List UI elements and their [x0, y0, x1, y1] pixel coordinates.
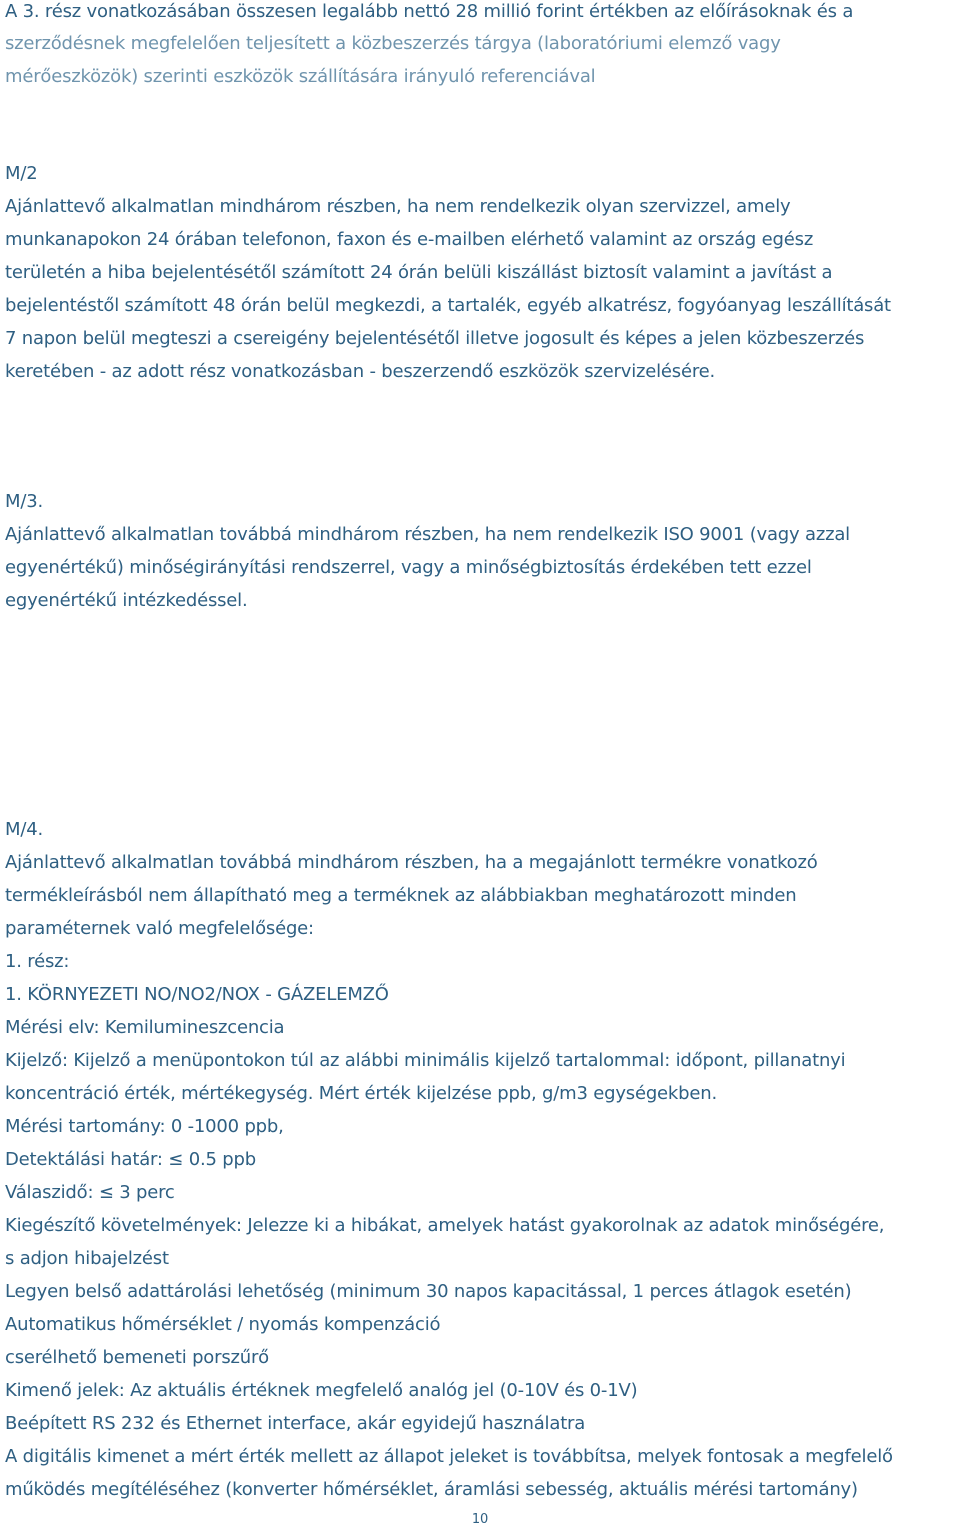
m4-line-9: Mérési tartomány: 0 -1000 ppb, — [5, 1116, 284, 1137]
m4-line-7: Kijelző: Kijelző a menüpontokon túl az alábbi minimális kijelző tartalommal: időpont, pillanatnyi — [5, 1050, 846, 1071]
m4-line-5: 1. KÖRNYEZETI NO/NO2/NOX - GÁZELEMZŐ — [5, 984, 389, 1005]
page-number: 10 — [471, 1512, 489, 1527]
m2-line-4: bejelentéstől számított 48 órán belül megkezdi, a tartalék, egyéb alkatrész, fogyóanyag leszállítását — [5, 295, 891, 316]
m2-line-3: területén a hiba bejelentésétől számított 24 órán belüli kiszállást biztosít valamint a javítást a — [5, 262, 833, 283]
m4-line-17: Kimenő jelek: Az aktuális értéknek megfelelő analóg jel (0-10V és 0-1V) — [5, 1380, 638, 1401]
m4-line-16: cserélhető bemeneti porszűrő — [5, 1347, 269, 1368]
m4-line-2: termékleírásból nem állapítható meg a terméknek az alábbiakban meghatározott minden — [5, 885, 797, 906]
m4-line-12: Kiegészítő követelmények: Jelezze ki a hibákat, amelyek hatást gyakorolnak az adatok minőségére, — [5, 1215, 885, 1236]
m3-line-1: Ajánlattevő alkalmatlan továbbá mindhárom részben, ha nem rendelkezik ISO 9001 (vagy azzal — [5, 524, 850, 545]
m3-line-2: egyenértékű) minőségirányítási rendszerrel, vagy a minőségbiztosítás érdekében tett ezzel — [5, 557, 812, 578]
m4-line-6: Mérési elv: Kemilumineszcencia — [5, 1017, 285, 1038]
m4-line-15: Automatikus hőmérséklet / nyomás kompenzáció — [5, 1314, 441, 1335]
m4-line-10: Detektálási határ: ≤ 0.5 ppb — [5, 1149, 256, 1170]
m4-heading: M/4. — [5, 819, 43, 840]
intro-line-3: mérőeszközök) szerinti eszközök szállítására irányuló referenciával — [5, 66, 596, 87]
m4-line-18: Beépített RS 232 és Ethernet interface, akár egyidejű használatra — [5, 1413, 586, 1434]
intro-line-2: szerződésnek megfelelően teljesített a közbeszerzés tárgya (laboratóriumi elemző vagy — [5, 33, 781, 54]
m4-line-14: Legyen belső adattárolási lehetőség (minimum 30 napos kapacitással, 1 perces átlagok esetén) — [5, 1281, 852, 1302]
m4-line-4: 1. rész: — [5, 951, 70, 972]
m3-heading: M/3. — [5, 491, 43, 512]
m2-line-5: 7 napon belül megteszi a csereigény bejelentésétől illetve jogosult és képes a jelen közbeszerzés — [5, 328, 865, 349]
m2-line-2: munkanapokon 24 órában telefonon, faxon és e-mailben elérhető valamint az ország egész — [5, 229, 814, 250]
m2-heading: M/2 — [5, 163, 38, 184]
m4-line-1: Ajánlattevő alkalmatlan továbbá mindhárom részben, ha a megajánlott termékre vonatkozó — [5, 852, 818, 873]
m4-line-8: koncentráció érték, mértékegység. Mért érték kijelzése ppb, g/m3 egységekben. — [5, 1083, 717, 1104]
m4-line-11: Válaszidő: ≤ 3 perc — [5, 1182, 175, 1203]
intro-line-1: A 3. rész vonatkozásában összesen legalább nettó 28 millió forint értékben az előírásoknak és a — [5, 1, 854, 22]
m2-line-1: Ajánlattevő alkalmatlan mindhárom részben, ha nem rendelkezik olyan szervizzel, amely — [5, 196, 791, 217]
m2-line-6: keretében - az adott rész vonatkozásban - beszerzendő eszközök szervizelésére. — [5, 361, 716, 382]
m4-line-19: A digitális kimenet a mért érték mellett az állapot jeleket is továbbítsa, melyek fontosak a megfelelő — [5, 1446, 893, 1467]
m4-line-13: s adjon hibajelzést — [5, 1248, 169, 1269]
m3-line-3: egyenértékű intézkedéssel. — [5, 590, 248, 611]
m4-line-3: paraméternek való megfelelősége: — [5, 918, 314, 939]
m4-line-20: működés megítéléséhez (konverter hőmérséklet, áramlási sebesség, aktuális mérési tartomány) — [5, 1479, 858, 1500]
